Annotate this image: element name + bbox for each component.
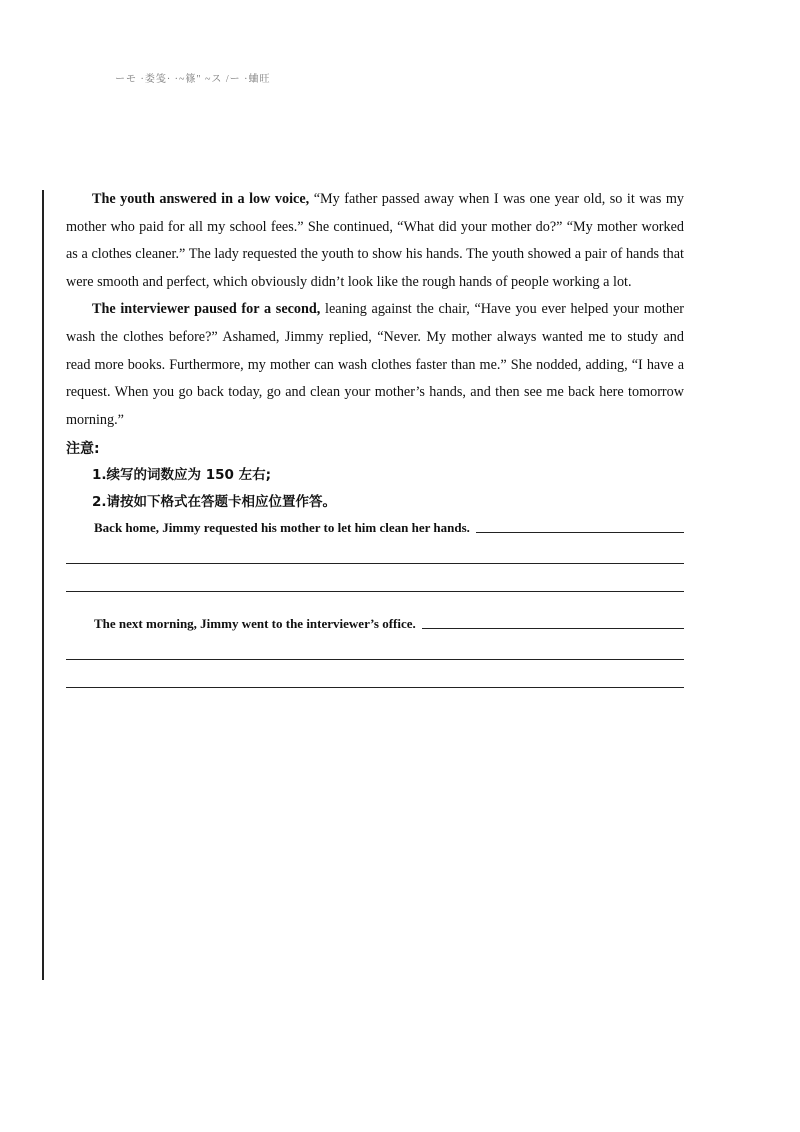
- paragraph-2-lead: The interviewer paused for a second,: [92, 301, 321, 318]
- passage-content: [66, 186, 684, 688]
- answer-line[interactable]: [66, 660, 684, 688]
- prompt-2-answer-line[interactable]: [422, 614, 684, 629]
- answer-line[interactable]: [66, 564, 684, 592]
- paragraph-1-lead: The youth answered in a low voice,: [92, 191, 310, 207]
- paragraph-1-body: “My father passed away when I was one year old, so it was my mother who paid for all my school fees.” She continued, “What did your mother do?” “My mother worked as a clothes cleaner.” The lady requested the youth to show his hands. The youth showed a pair of hands that were smooth and perfect, which obviously didn’t look like the rough hands of people working a lot.: [66, 191, 684, 290]
- prompt-2-text: The next morning, Jimmy went to the interviewer’s office.: [94, 616, 416, 632]
- prompt-1-answer-line[interactable]: [476, 518, 684, 533]
- faint-header-text: ーモ ·娄笺· ·~篠" ~ス /ー ·蛐旺: [115, 74, 271, 85]
- left-margin-rule: [42, 190, 44, 980]
- note-item-format: 2.请按如下格式在答题卡相应位置作答。: [92, 494, 337, 511]
- continuation-prompt-2: [66, 614, 684, 632]
- story-paragraph-2: [66, 296, 684, 434]
- story-paragraph-1: [66, 186, 684, 296]
- section-gap: [66, 592, 684, 612]
- notes-heading: 注意:: [66, 441, 100, 458]
- paragraph-2-body: leaning against the chair, “Have you ever helped your mother wash the clothes before?” Ashamed, Jimmy replied, “Never. My mother always wanted me to study and read more books. Furthermore, my mother can wash clothes faster than me.” She nodded, adding, “I have a request. When you go back today, go and clean your mother’s hands, and then see me back here tomorrow morning.”: [66, 301, 684, 428]
- continuation-prompt-1: [66, 518, 684, 536]
- prompt-1-text: Back home, Jimmy requested his mother to let him clean her hands.: [94, 520, 470, 536]
- answer-line[interactable]: [66, 632, 684, 660]
- note-item-word-count: 1.续写的词数应为 150 左右;: [92, 467, 271, 484]
- answer-line[interactable]: [66, 536, 684, 564]
